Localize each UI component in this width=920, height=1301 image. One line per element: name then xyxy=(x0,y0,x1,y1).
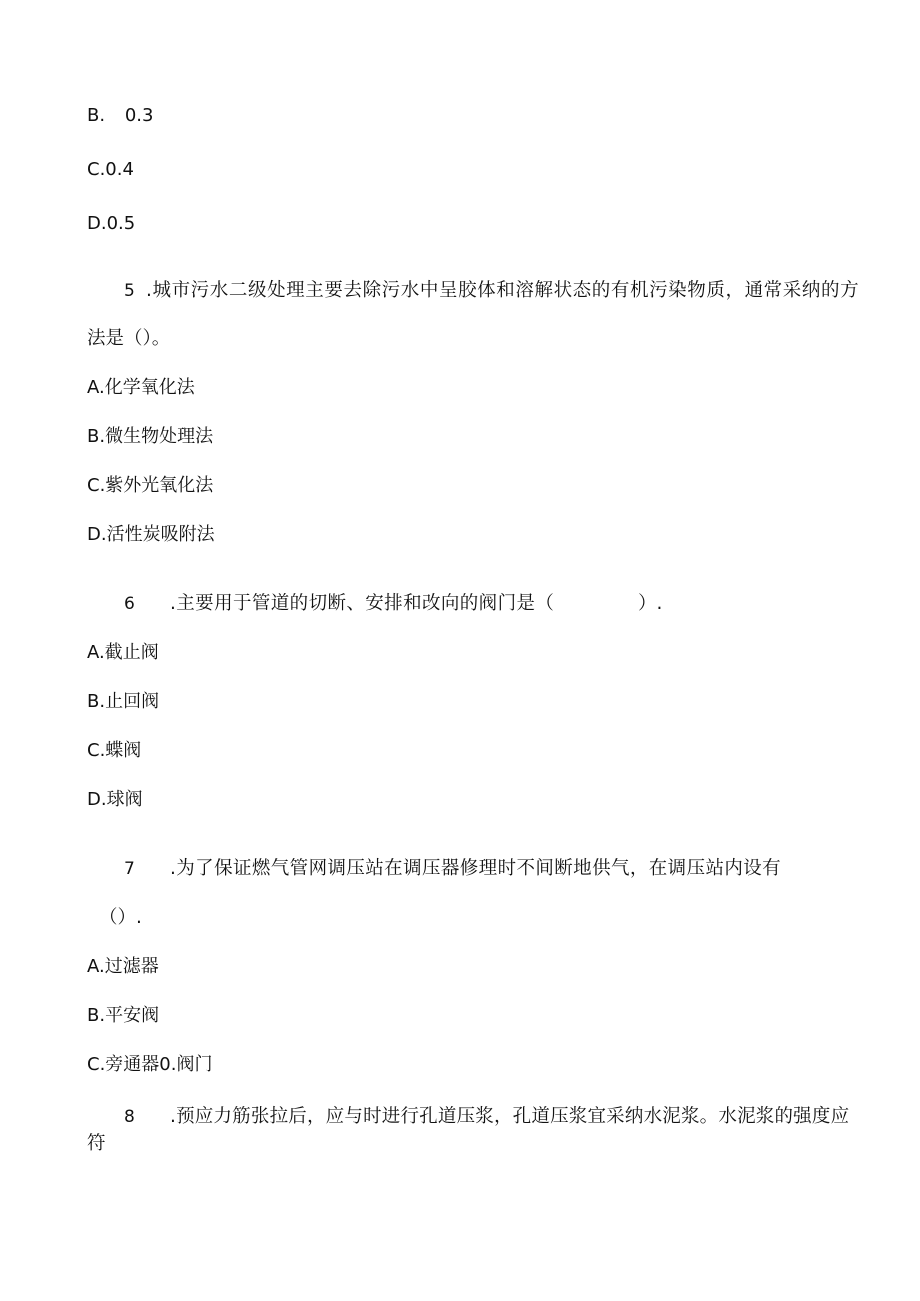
q7-option-b: B.平安阀 xyxy=(87,1005,160,1026)
q6-option-c: C.蝶阀 xyxy=(87,740,142,761)
q5-option-a: A.化学氧化法 xyxy=(87,377,195,398)
q5-stem-line2: 法是（）。 xyxy=(87,328,171,349)
q7-number: 7 xyxy=(124,859,135,879)
q4-option-b-value: 0.3 xyxy=(124,105,154,126)
q8-number: 8 xyxy=(124,1107,135,1127)
q5-option-b: B.微生物处理法 xyxy=(87,426,214,447)
q5-option-c: C.紫外光氧化法 xyxy=(87,475,214,496)
q4-option-b-label: B. xyxy=(87,105,106,126)
q5-number: 5 xyxy=(124,281,135,301)
q6-stem-close: ）. xyxy=(638,593,663,614)
q8-stem-line2: 符 xyxy=(87,1133,106,1154)
q6-stem: .主要用于管道的切断、安排和改向的阀门是（ xyxy=(170,593,555,614)
q8-stem-line1: .预应力筋张拉后，应与时进行孔道压浆，孔道压浆宜采纳水泥浆。水泥浆的强度应 xyxy=(170,1106,850,1127)
q4-option-c: C.0.4 xyxy=(87,159,134,180)
q7-option-c: C.旁通器0.阀门 xyxy=(87,1054,213,1075)
q6-option-b: B.止回阀 xyxy=(87,691,160,712)
q5-stem-line1: .城市污水二级处理主要去除污水中呈胶体和溶解状态的有机污染物质，通常采纳的方 xyxy=(146,280,860,301)
q5-option-d: D.活性炭吸附法 xyxy=(87,524,215,545)
q7-stem-line1: .为了保证燃气管网调压站在调压器修理时不间断地供气，在调压站内设有 xyxy=(170,858,782,879)
q6-option-d: D.球阀 xyxy=(87,789,143,810)
q4-option-b xyxy=(87,104,153,128)
q6-number: 6 xyxy=(124,594,135,614)
q4-option-d: D.0.5 xyxy=(87,213,136,234)
q7-stem-line2: （）. xyxy=(99,907,142,928)
q6-option-a: A.截止阀 xyxy=(87,642,159,663)
q7-option-a: A.过滤器 xyxy=(87,956,159,977)
